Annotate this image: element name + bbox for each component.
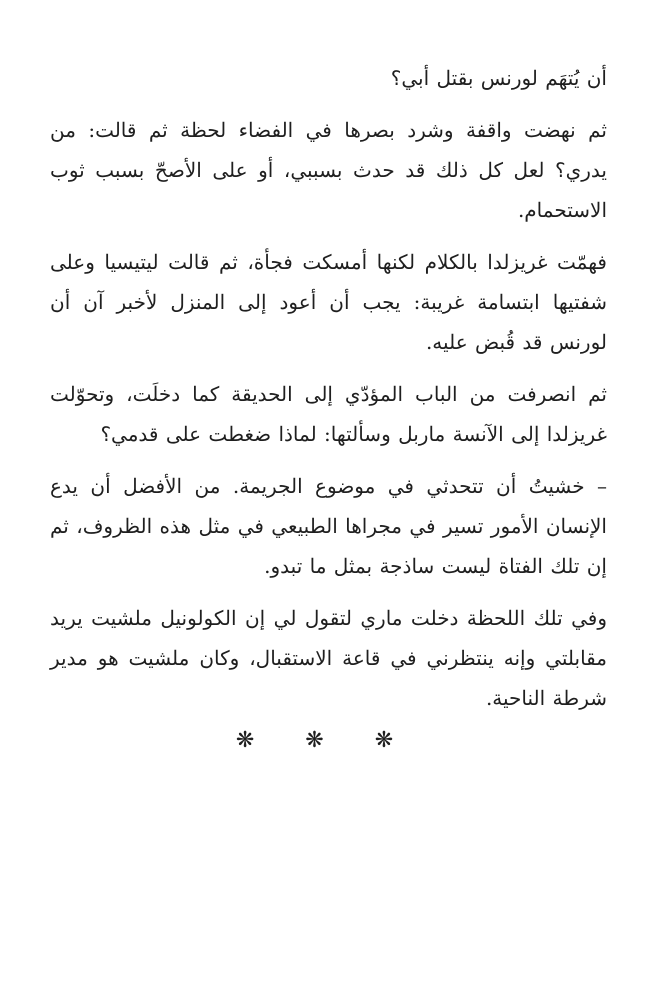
paragraph-2: ثم نهضت واقفة وشرد بصرها في الفضاء لحظة ثم قالت: من يدري؟ لعل كل ذلك قد حدث بسببي، أو على الأصحّ بسبب ثوب الاستحمام. <box>50 118 607 222</box>
section-separator-asterisks: ❋ ❋ ❋ <box>235 728 416 753</box>
paragraph-5-dialogue: – خشيتُ أن تتحدثي في موضوع الجريمة. من الأفضل أن يدع الإنسان الأمور تسير في مجراها الطبيعي في مثل هذه الظروف، ثم إن تلك الفتاة ليست ساذجة بمثل ما تبدو. <box>50 474 607 578</box>
book-page-body <box>50 58 607 730</box>
paragraph-6: وفي تلك اللحظة دخلت ماري لتقول لي إن الكولونيل ملشيت يريد مقابلتي وإنه ينتظرني في قاعة الاستقبال، وكان ملشيت هو مدير شرطة الناحية. <box>50 606 607 710</box>
paragraph-3: فهمّت غريزلدا بالكلام لكنها أمسكت فجأة، ثم قالت ليتيسيا وعلى شفتيها ابتسامة غريبة: يجب أن أعود إلى المنزل لأخبر آن أن لورنس قد قُبض عليه. <box>50 250 608 354</box>
paragraph-4: ثم انصرفت من الباب المؤدّي إلى الحديقة كما دخلَت، وتحوّلت غريزلدا إلى الآنسة ماربل وسألتها: لماذا ضغطت على قدمي؟ <box>50 382 607 446</box>
paragraph-1: أن يُتهَم لورنس بقتل أبي؟ <box>390 66 607 90</box>
